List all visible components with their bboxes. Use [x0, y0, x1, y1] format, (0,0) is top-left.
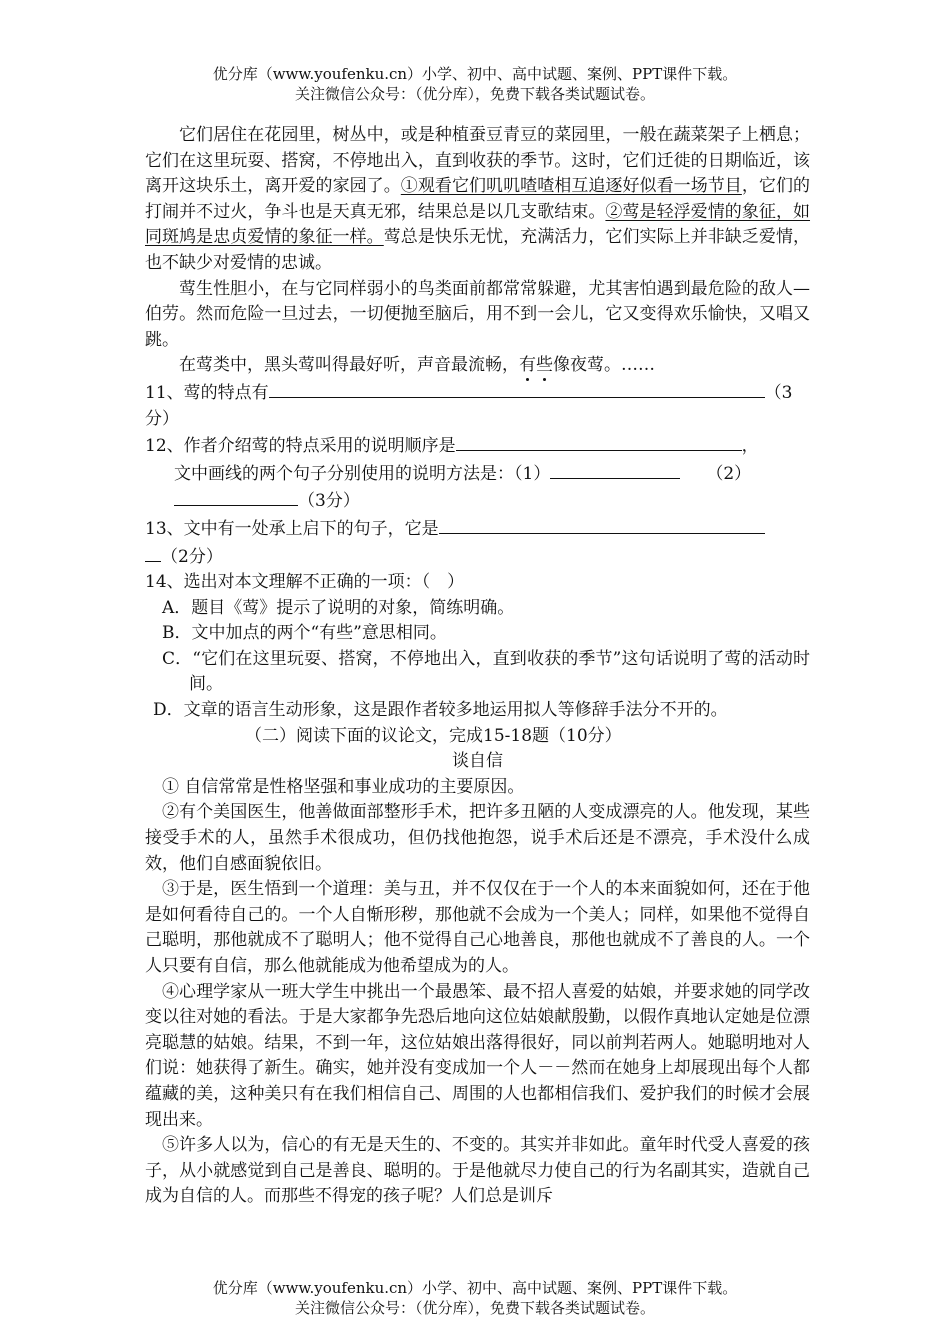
header-line-2: 关注微信公众号：（优分库），免费下载各类试题试卷。: [294, 85, 655, 103]
q13-points: （2分）: [161, 546, 223, 567]
essay-paragraph-2: ②有个美国医生，他善做面部整形手术，把许多丑陋的人变成漂亮的人。他发现，某些接受手术的人，虽然手术很成功，但仍找他抱怨，说手术后还是不漂亮，手术没什么成效，他们自感面貌依旧。: [145, 802, 810, 874]
question-14: 14、选出对本文理解不正确的一项：（ ）: [145, 572, 465, 593]
q13-answer-blank-cont[interactable]: [145, 543, 161, 562]
page-header: [0, 64, 950, 104]
passage1-p1-text-b: ，它们的打闹并不过火，争斗也是天真无邪，结果总是以几支歌结束。: [145, 176, 811, 222]
essay-paragraph-1: ① 自信常常是性格坚强和事业成功的主要原因。: [162, 776, 525, 797]
q13-prompt: 13、文中有一处承上启下的句子，它是: [145, 518, 439, 539]
q12-points: （3分）: [298, 491, 360, 512]
question-13: [145, 515, 810, 543]
underlined-sentence-2: ②莺是轻浮爱情的象征，如同斑鸠是忠贞爱情的象征一样。: [145, 201, 811, 248]
question-12-methods: [145, 460, 810, 488]
q14-option-d: D．文章的语言生动形象，这是跟作者较多地运用拟人等修辞手法分不开的。: [153, 700, 728, 721]
emphasis-dot-char-2: 些: [536, 355, 553, 376]
q12-methods-prompt: 文中画线的两个句子分别使用的说明方法是：（1）: [174, 463, 551, 484]
q14-option-b: B．文中加点的两个“有些”意思相同。: [162, 623, 447, 644]
essay-paragraph-4: ④心理学家从一班大学生中挑出一个最愚笨、最不招人喜爱的姑娘，并要求她的同学改变以往对她的看法。于是大家都争先恐后地向这位姑娘献殷勤，以假作真地认定她是位漂亮聪慧的姑娘。结果，不到一年，这位姑娘出落得很好，同以前判若两人。她聪明地对人们说：她获得了新生。确实，她并没有变成加一个人－－然而在她身上却展现出每个人都蕴藏的美，这种美只有在我们相信自己、周围的人也都相信我们、爱护我们的时候才会展现出来。: [145, 981, 810, 1130]
passage1-p3-text-b: 像夜莺。……: [553, 355, 655, 376]
q12-method2-label: （2）: [706, 463, 752, 484]
q12-method1-blank[interactable]: [550, 460, 680, 479]
q12-method2-blank[interactable]: [174, 487, 298, 506]
question-11: [145, 379, 810, 407]
q14-option-a: A．题目《莺》提示了说明的对象，简练明确。: [162, 597, 515, 618]
q12-comma: ，: [741, 436, 759, 457]
q13-answer-blank[interactable]: [439, 515, 765, 534]
passage1-p3-text-a: 在莺类中，黑头莺叫得最好听，声音最流畅，: [179, 355, 519, 376]
passage1-p1-text-c: 莺总是快乐无忧，充满活力，它们实际上并非缺乏爱情，也不缺少对爱情的忠诚。: [145, 227, 811, 273]
essay-title: 谈自信: [452, 751, 503, 772]
question-12: [145, 432, 810, 460]
essay-paragraph-3: ③于是，医生悟到一个道理：美与丑，并不仅仅在于一个人的本来面貌如何，还在于他是如何看待自己的。一个人自惭形秽，那他就不会成为一个美人；同样，如果他不觉得自己聪明，那他就成不了聪明人；他不觉得自己心地善良，那他也就成不了善良的人。一个人只要有自信，那么他就能成为他希望成为的人。: [145, 879, 810, 976]
underlined-sentence-1: ①观看它们叽叽喳喳相互追逐好似看一场节目: [400, 176, 742, 197]
question-13-cont: [145, 543, 810, 571]
footer-line-2: 关注微信公众号：（优分库），免费下载各类试题试卷。: [294, 1299, 655, 1317]
q11-points: （3: [764, 382, 793, 403]
document-body: [145, 123, 810, 1210]
q12-order-blank[interactable]: [456, 432, 742, 451]
emphasis-dot-char-1: 有: [519, 355, 536, 376]
q11-prompt: 11、莺的特点有: [145, 382, 269, 403]
q14-option-c: C．“它们在这里玩耍、搭窝，不停地出入，直到收获的季节”这句话说明了莺的活动时间。: [162, 648, 810, 695]
page-footer: [0, 1278, 950, 1318]
footer-line-1: 优分库（www.youfenku.cn）小学、初中、高中试题、案例、PPT课件下载。: [212, 1279, 738, 1297]
q11-answer-blank[interactable]: [269, 379, 765, 398]
question-11-cont: 分）: [145, 408, 179, 429]
passage1-paragraph-3: [145, 353, 810, 379]
question-12-method2: [145, 487, 810, 515]
header-line-1: 优分库（www.youfenku.cn）小学、初中、高中试题、案例、PPT课件下载。: [212, 65, 738, 83]
passage1-paragraph-1: [145, 123, 810, 277]
section2-heading: （二）阅读下面的议论文，完成15-18题（10分）: [245, 725, 622, 746]
q12-prompt: 12、作者介绍莺的特点采用的说明顺序是: [145, 436, 456, 457]
passage1-paragraph-2: 莺生性胆小，在与它同样弱小的鸟类面前都常常躲避，尤其害怕遇到最危险的敌人—伯劳。然而危险一旦过去，一切便抛至脑后，用不到一会儿，它又变得欢乐愉快，又唱又跳。: [145, 278, 810, 350]
passage1-p1-text-a: 它们居住在花园里，树丛中，或是种植蚕豆青豆的菜园里，一般在蔬菜架子上栖息；它们在这里玩耍、搭窝，不停地出入，直到收获的季节。这时，它们迁徙的日期临近，该离开这块乐土，离开爱的家园了。: [145, 125, 810, 197]
essay-paragraph-5: ⑤许多人以为，信心的有无是天生的、不变的。其实并非如此。童年时代受人喜爱的孩子，从小就感觉到自己是善良、聪明的。于是他就尽力使自己的行为名副其实，造就自己成为自信的人。而那些不得宠的孩子呢？人们总是训斥: [145, 1135, 810, 1207]
